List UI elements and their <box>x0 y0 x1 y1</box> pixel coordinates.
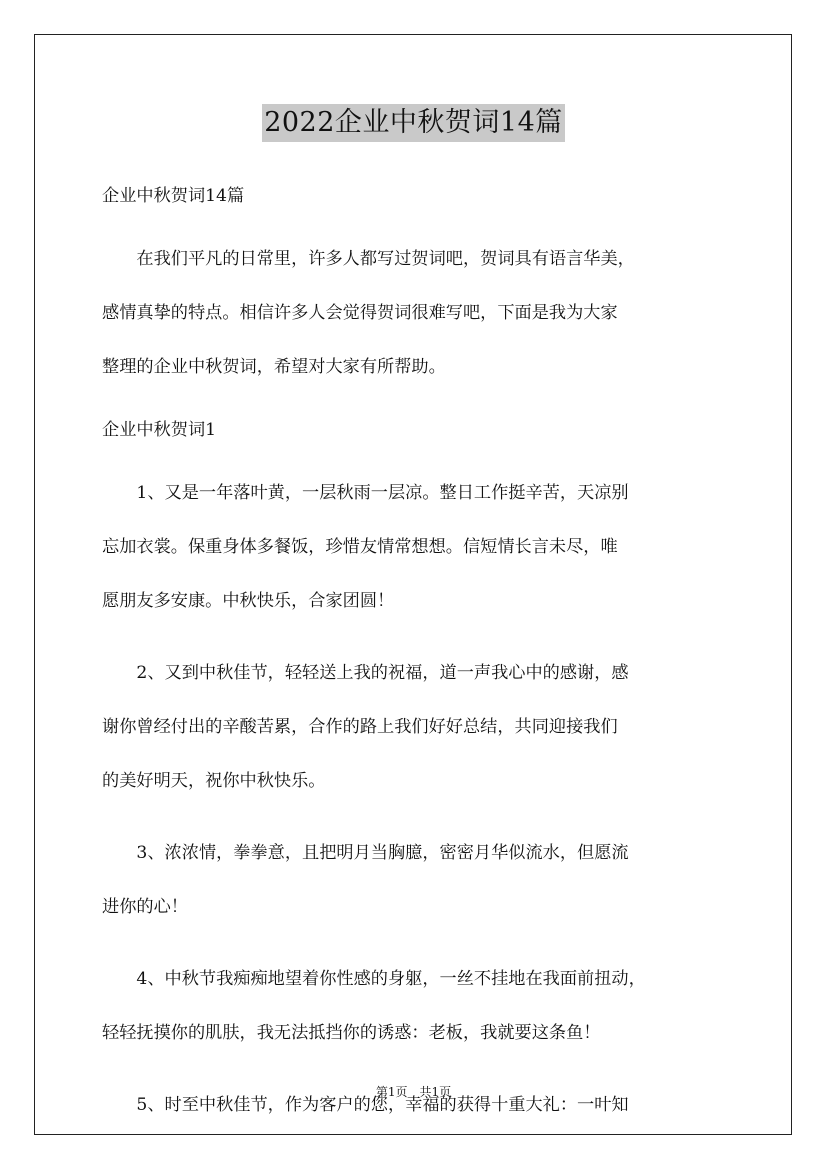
paragraph-line: 轻轻抚摸你的肌肤，我无法抵挡你的诱惑：老板，我就要这条鱼！ <box>102 1023 601 1043</box>
paragraph-line: 进你的心！ <box>102 897 188 917</box>
paragraph-line: 感情真挚的特点。相信许多人会觉得贺词很难写吧，下面是我为大家 <box>102 303 618 323</box>
paragraph-line: 在我们平凡的日常里，许多人都写过贺词吧，贺词具有语言华美， <box>136 249 635 269</box>
paragraph-line: 忘加衣裳。保重身体多餐饭，珍惜友情常想想。信短情长言未尽，唯 <box>102 537 618 557</box>
title-container <box>0 104 827 142</box>
greeting-item-1 <box>102 466 734 628</box>
page-footer: 第1页 共1页 <box>375 1085 452 1099</box>
document-title: 2022企业中秋贺词14篇 <box>262 104 565 142</box>
paragraph-line: 的美好明天，祝你中秋快乐。 <box>102 771 326 791</box>
paragraph-line: 愿朋友多安康。中秋快乐，合家团圆！ <box>102 591 395 611</box>
greeting-item-2 <box>102 646 734 808</box>
paragraph-line: 1、又是一年落叶黄，一层秋雨一层凉。整日工作挺辛苦，天凉别 <box>136 483 629 503</box>
intro-paragraph <box>102 232 734 394</box>
section-heading: 企业中秋贺词1 <box>102 420 217 440</box>
greeting-item-4 <box>102 952 734 1060</box>
paragraph-line: 整理的企业中秋贺词，希望对大家有所帮助。 <box>102 357 446 377</box>
paragraph-line: 3、浓浓情，拳拳意，且把明月当胸臆，密密月华似流水，但愿流 <box>136 843 629 863</box>
paragraph-line: 谢你曾经付出的辛酸苦累，合作的路上我们好好总结，共同迎接我们 <box>102 717 618 737</box>
greeting-item-3 <box>102 826 734 934</box>
paragraph-line: 4、中秋节我痴痴地望着你性感的身躯，一丝不挂地在我面前扭动， <box>136 969 646 989</box>
paragraph-line: 2、又到中秋佳节，轻轻送上我的祝福，道一声我心中的感谢，感 <box>136 663 629 683</box>
subtitle: 企业中秋贺词14篇 <box>102 186 245 206</box>
document-body <box>102 178 734 1150</box>
paragraph-line: 5、时至中秋佳节，作为客户的您，幸福的获得十重大礼：一叶知 <box>136 1095 629 1115</box>
